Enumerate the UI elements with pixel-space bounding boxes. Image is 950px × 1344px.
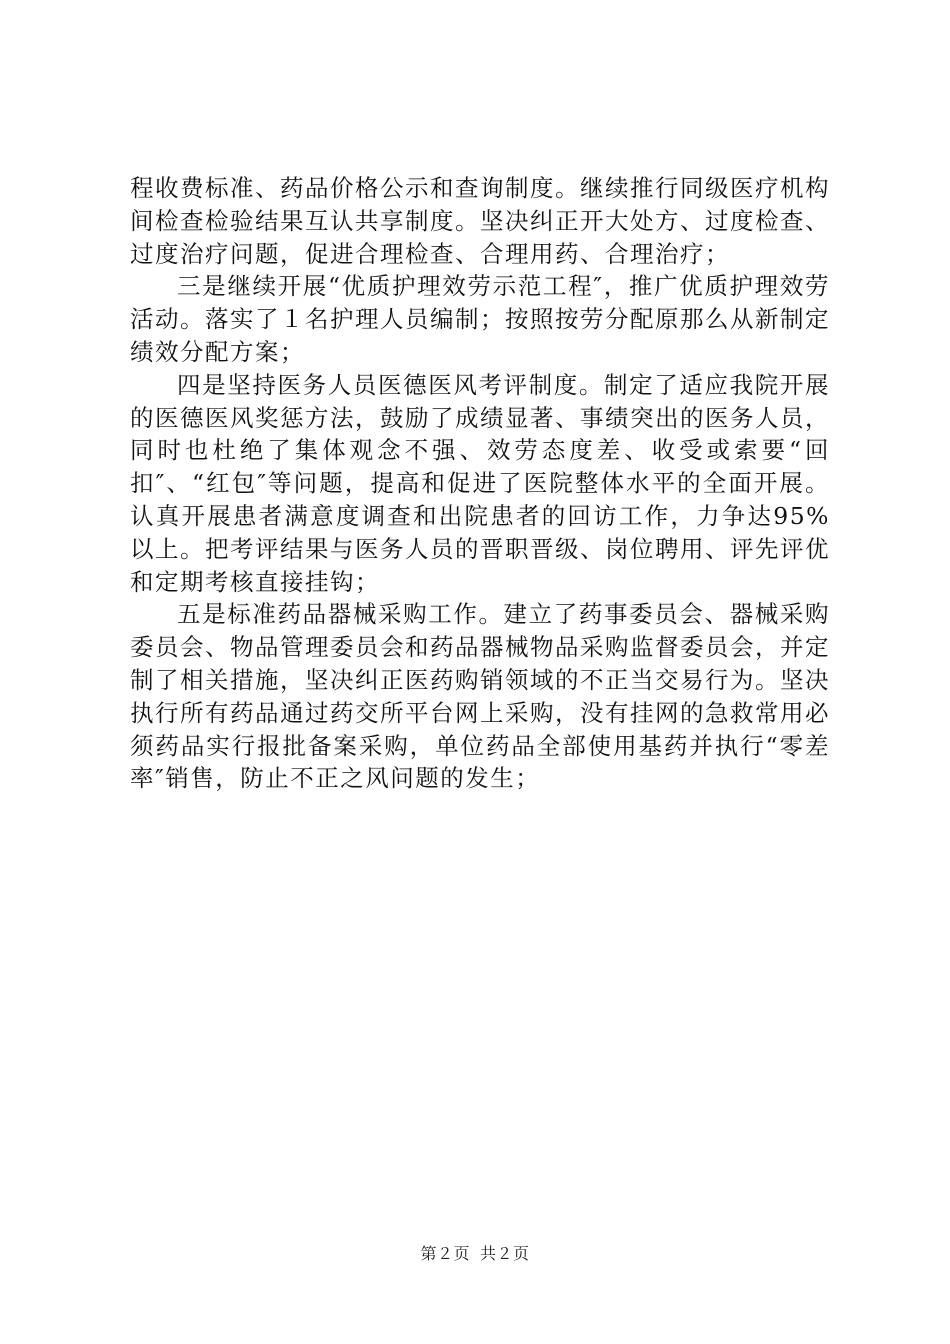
page-total: 共２页	[480, 1244, 530, 1263]
document-body	[130, 172, 830, 795]
paragraph-item-five: 五是标准药品器械采购工作。建立了药事委员会、器械采购委员会、物品管理委员会和药品器械物品采购监督委员会，并定制了相关措施，坚决纠正医药购销领域的不正当交易行为。坚决执行所有药品通过药交所平台网上采购，没有挂网的急救常用必须药品实行报批备案采购，单位药品全部使用基药并执行“零差率″销售，防止不正之风问题的发生；	[130, 600, 830, 793]
paragraph-continuation: 程收费标准、药品价格公示和查询制度。继续推行同级医疗机构间检查检验结果互认共享制度。坚决纠正开大处方、过度检查、过度治疗问题，促进合理检查、合理用药、合理治疗；	[130, 174, 830, 268]
paragraph-item-three: 三是继续开展“优质护理效劳示范工程″，推广优质护理效劳活动。落实了１名护理人员编制；按照按劳分配原那么从新制定绩效分配方案；	[130, 272, 830, 366]
paragraph-item-four: 四是坚持医务人员医德医风考评制度。制定了适应我院开展的医德医风奖惩方法，鼓励了成绩显著、事绩突出的医务人员，同时也杜绝了集体观念不强、效劳态度差、收受或索要“回扣″、“红包″等问题，提高和促进了医院整体水平的全面开展。认真开展患者满意度调查和出院患者的回访工作，力争达95%以上。把考评结果与医务人员的晋职晋级、岗位聘用、评先评优和定期考核直接挂钩；	[130, 370, 830, 596]
page-number: 第２页	[420, 1244, 470, 1263]
page-footer	[0, 1244, 950, 1264]
